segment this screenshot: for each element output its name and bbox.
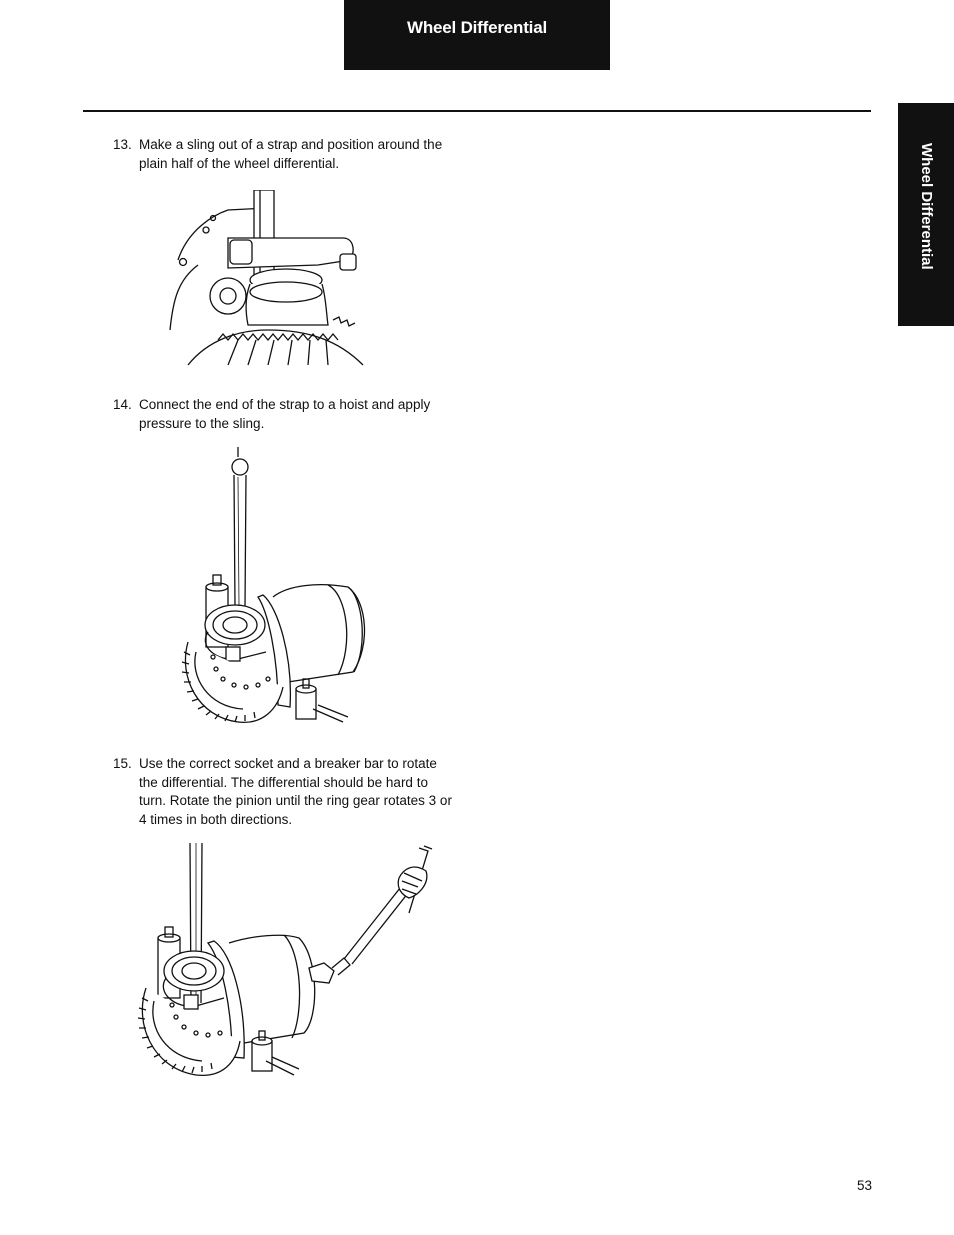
step-13	[113, 136, 458, 173]
header-rule	[83, 110, 871, 112]
step-15	[113, 755, 458, 829]
header-section-tab	[344, 0, 610, 70]
header-title: Wheel Differential	[407, 18, 547, 37]
step-text: Use the correct socket and a breaker bar to rotate the differential. The differential should be hard to turn. Rotate the pinion until the ring gear rotates 3 or 4 times in both directions.	[139, 756, 452, 827]
step-14	[113, 396, 458, 433]
figure-sling-around-differential	[168, 190, 380, 366]
page-number: 53	[856, 1178, 872, 1193]
step-number: 14.	[113, 397, 132, 412]
step-number: 13.	[113, 137, 132, 152]
side-tab-label: Wheel Differential	[918, 143, 935, 270]
side-section-tab	[898, 103, 954, 326]
step-text: Make a sling out of a strap and position around the plain half of the wheel differential.	[139, 137, 443, 171]
step-number: 15.	[113, 756, 132, 771]
step-text: Connect the end of the strap to a hoist and apply pressure to the sling.	[139, 397, 431, 431]
figure-breaker-bar-rotation	[134, 843, 440, 1085]
figure-hoist-strap-applied	[178, 447, 370, 727]
